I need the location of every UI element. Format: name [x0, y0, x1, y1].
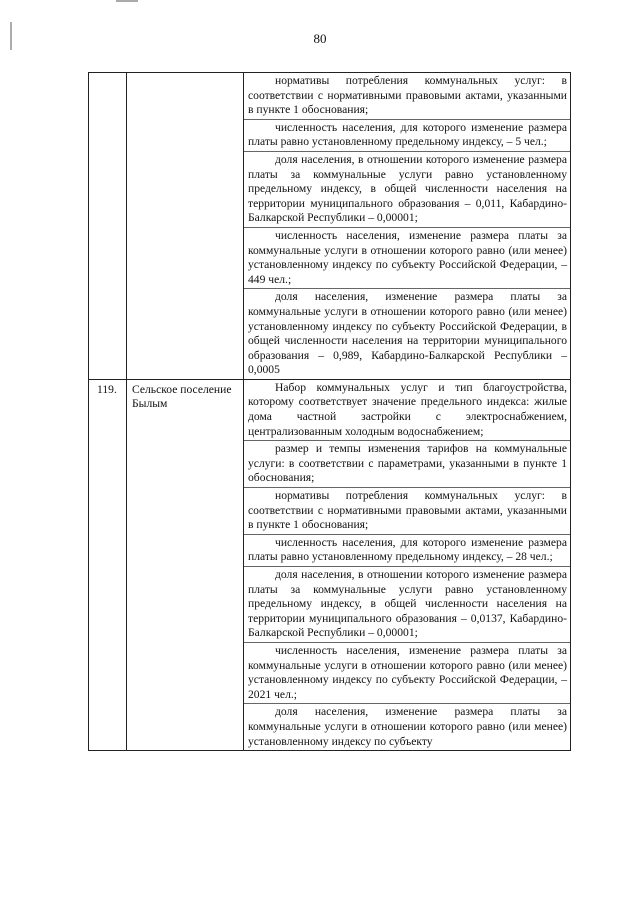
description-cell: [244, 379, 571, 750]
description-paragraph: нормативы потребления коммунальных услуг: в соответствии с нормативными правовыми актами, указанными в пункте 1 обоснования;: [244, 488, 570, 535]
description-paragraph: численность населения, изменение размера платы за коммунальные услуги в отношении которого равно (или менее) установленному индексу по субъекту Российской Федерации, – 449 чел.;: [244, 228, 570, 289]
description-paragraph: численность населения, изменение размера платы за коммунальные услуги в отношении которого равно (или менее) установленному индексу по субъекту Российской Федерации, – 2021 чел.;: [244, 643, 570, 704]
scan-artifact-top: [116, 0, 138, 6]
description-paragraph: размер и темпы изменения тарифов на коммунальные услуги: в соответствии с параметрами, указанными в пункте 1 обоснования;: [244, 441, 570, 488]
description-paragraph: Набор коммунальных услуг и тип благоустройства, которому соответствует значение предельного индекса: жилые дома частной застройки с электроснабжением, централизованным холодным водоснабжением;: [244, 380, 570, 441]
description-paragraph: численность населения, для которого изменение размера платы равно установленному предельному индексу, – 5 чел.;: [244, 120, 570, 152]
description-paragraph: доля населения, изменение размера платы за коммунальные услуги в отношении которого равно (или менее) установленному индексу по субъекту Российской Федерации, в общей численности населения на территории муниципального образования – 0,989, Кабардино-Балкарской Республики – 0,0005: [248, 290, 567, 377]
row-number-cell: 119.: [89, 379, 127, 750]
justification-table: [88, 72, 571, 751]
table-row: [89, 73, 571, 380]
description-cell: [244, 73, 571, 380]
description-paragraph: нормативы потребления коммунальных услуг: в соответствии с нормативными правовыми актами, указанными в пункте 1 обоснования;: [244, 73, 570, 120]
description-paragraph: численность населения, для которого изменение размера платы равно установленному предельному индексу, – 28 чел.;: [244, 535, 570, 567]
table-row: [89, 379, 571, 750]
municipality-name-cell: Сельское поселение Былым: [127, 379, 244, 750]
description-paragraph: доля населения, в отношении которого изменение размера платы за коммунальные услуги равно установленному предельному индексу, в общей численности населения на территории муниципального образования – 0,0137, Кабардино-Балкарской Республики – 0,00001;: [244, 567, 570, 643]
municipality-name-cell: [127, 73, 244, 380]
description-paragraph: доля населения, в отношении которого изменение размера платы за коммунальные услуги равно установленному предельному индексу, в общей численности населения на территории муниципального образования – 0,011, Кабардино-Балкарской Республики – 0,00001;: [244, 152, 570, 228]
row-number-cell: [89, 73, 127, 380]
page-number: 80: [313, 31, 327, 46]
description-paragraph: доля населения, изменение размера платы за коммунальные услуги в отношении которого равно (или менее) установленному индексу по субъекту: [248, 705, 567, 748]
